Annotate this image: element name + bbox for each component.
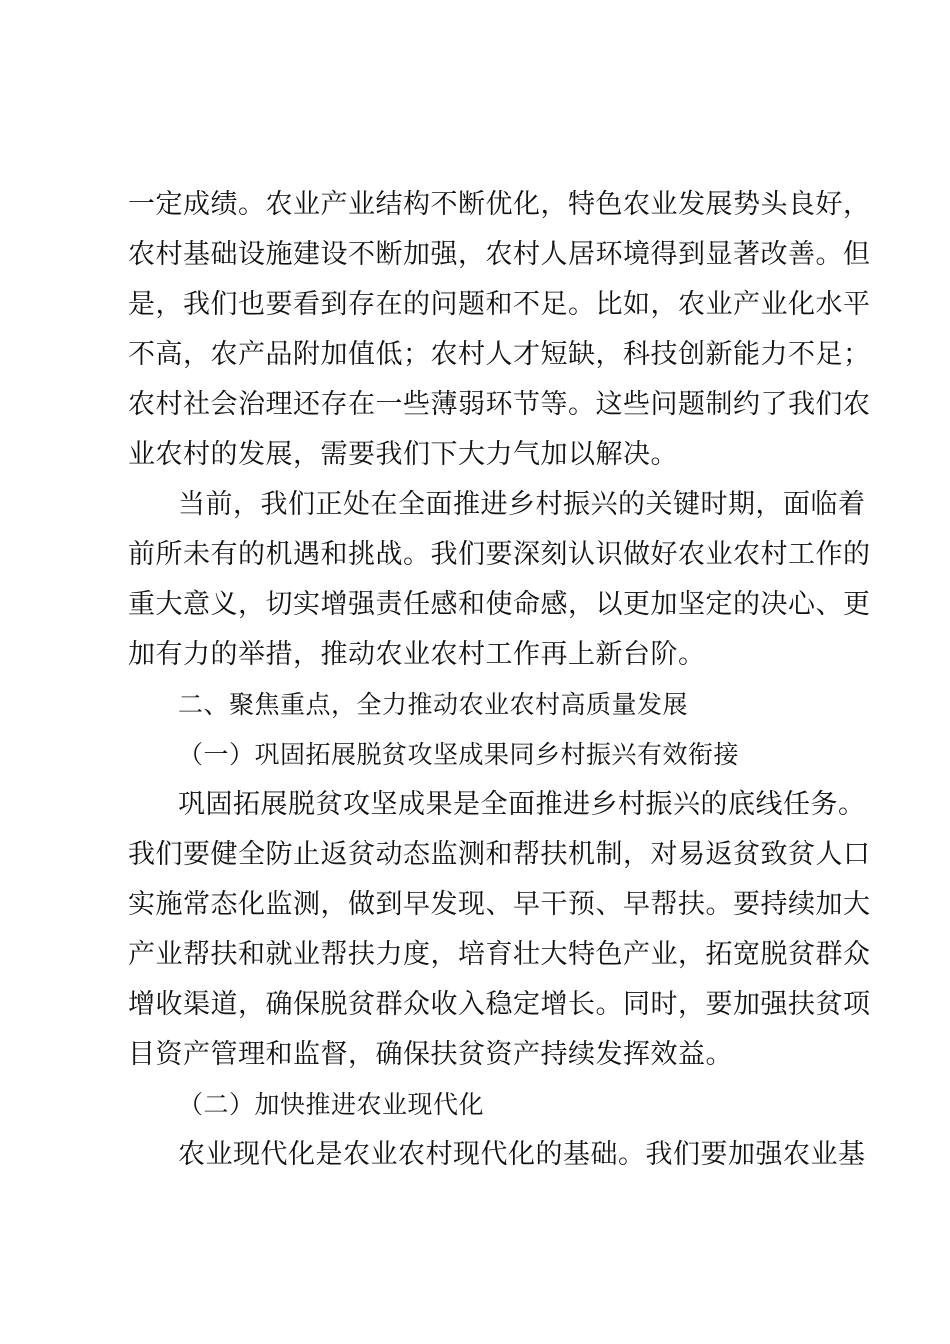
body-text-line: 重大意义，切实增强责任感和使命感，以更加坚定的决心、更 [128, 589, 871, 620]
body-text-line: 业农村的发展，需要我们下大力气加以解决。 [128, 439, 678, 470]
body-text-line: 一定成绩。农业产业结构不断优化，特色农业发展势头良好， [128, 189, 871, 220]
paragraph-first-line: 当前，我们正处在全面推进乡村振兴的关键时期，面临着 [178, 489, 866, 520]
body-text-line: 加有力的举措，推动农业农村工作再上新台阶。 [128, 639, 706, 670]
body-text-line: 农村基础设施建设不断加强，农村人居环境得到显著改善。但 [128, 239, 871, 270]
section-heading: 二、聚焦重点，全力推动农业农村高质量发展 [178, 690, 689, 719]
body-text-line: 产业帮扶和就业帮扶力度，培育壮大特色产业，拓宽脱贫群众 [128, 939, 871, 970]
body-text-line: 是，我们也要看到存在的问题和不足。比如，农业产业化水平 [128, 289, 871, 320]
body-text-line: 实施常态化监测，做到早发现、早干预、早帮扶。要持续加大 [128, 889, 871, 920]
body-text-line: 增收渠道，确保脱贫群众收入稳定增长。同时，要加强扶贫项 [128, 989, 871, 1020]
paragraph-first-line: 农业现代化是农业农村现代化的基础。我们要加强农业基 [178, 1139, 866, 1170]
body-text-line: 不高，农产品附加值低；农村人才短缺，科技创新能力不足； [128, 339, 871, 370]
body-text-line: 农村社会治理还存在一些薄弱环节等。这些问题制约了我们农 [128, 389, 871, 420]
body-text-line: 目资产管理和监督，确保扶贫资产持续发挥效益。 [128, 1039, 733, 1070]
subsection-heading: （二）加快推进农业现代化 [178, 1090, 485, 1119]
body-text-line: 前所未有的机遇和挑战。我们要深刻认识做好农业农村工作的 [128, 539, 871, 570]
body-text-line: 我们要健全防止返贫动态监测和帮扶机制，对易返贫致贫人口 [128, 839, 871, 870]
subsection-heading: （一）巩固拓展脱贫攻坚成果同乡村振兴有效衔接 [178, 740, 740, 769]
paragraph-first-line: 巩固拓展脱贫攻坚成果是全面推进乡村振兴的底线任务。 [178, 789, 866, 820]
